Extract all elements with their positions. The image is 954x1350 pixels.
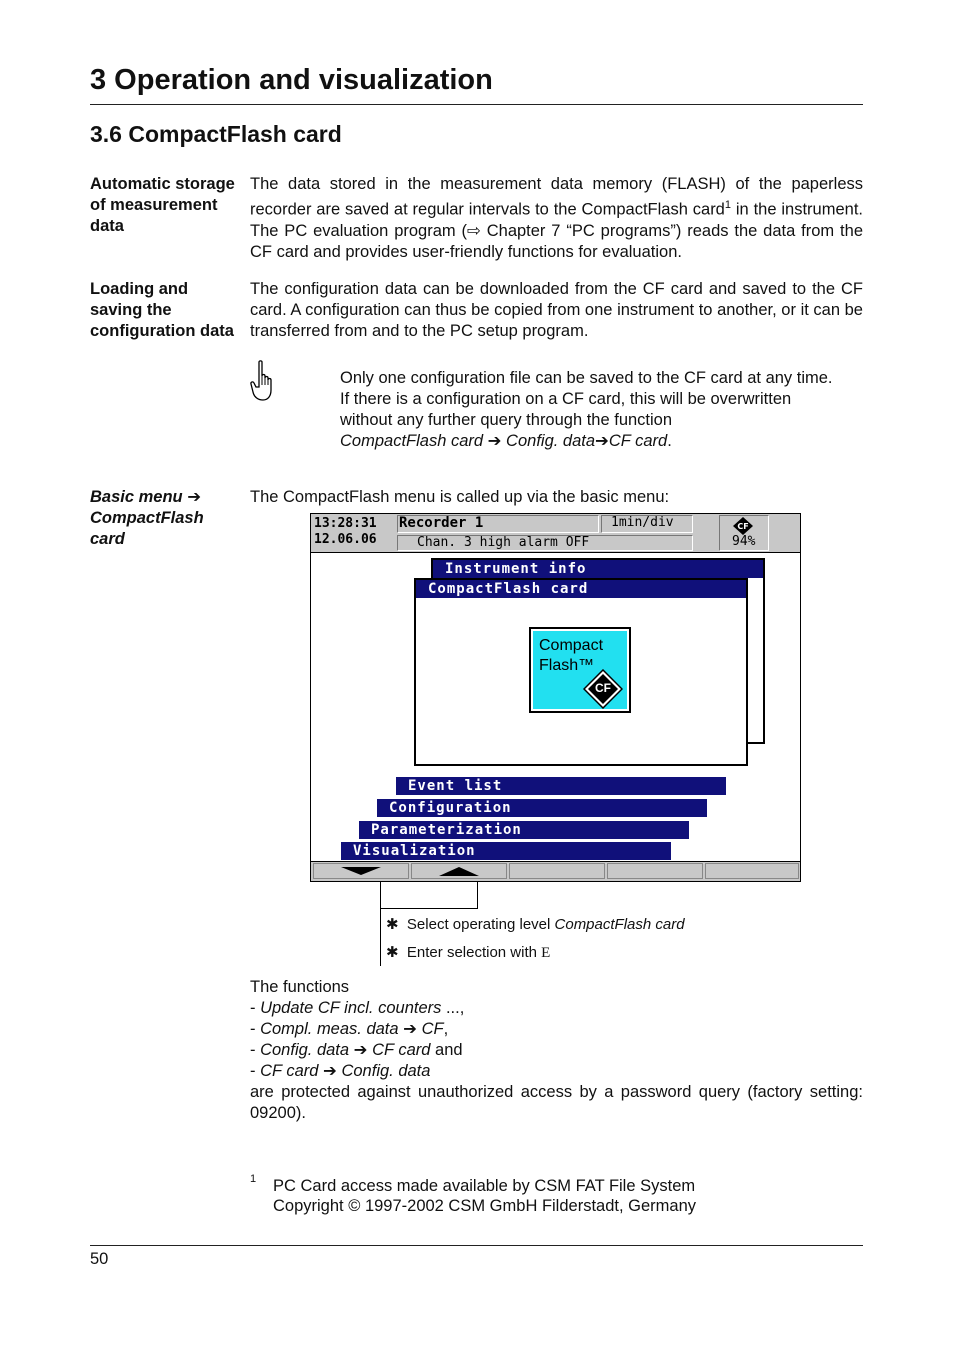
header-rule [90,104,863,105]
loading-label: Loading and saving the configuration data [90,280,234,340]
basic-menu-label-3: card [90,530,125,548]
recorder-name: Recorder 1 [399,515,484,531]
note-body: Only one configuration file can be saved to the CF card at any time. If there is a configuration on a CF card, this will be overwritten without any further query through the function [340,369,833,429]
step-enter [386,943,550,963]
function-name: Update CF incl. counters [260,999,442,1017]
arrow-up-icon [412,864,506,878]
pointing-hand-icon [250,360,274,402]
footnote-line1: PC Card access made available by CSM FAT File System [273,1177,696,1195]
arrow-down-icon [314,864,408,878]
softkey-4[interactable] [607,863,703,879]
function-tail: ..., [441,999,465,1017]
step-select [386,915,685,935]
step-bullet-2: ✱ [386,944,399,961]
softkey-3[interactable] [509,863,605,879]
auto-storage-text-b: in the instrument. The PC evaluation program (⇨ Chapter 7 “PC programs”) reads the data from the CF card and provides user-friendly functions for evaluation. [250,200,863,261]
functions-intro: The functions [250,978,350,996]
note-text [340,368,840,452]
basic-menu-intro: The CompactFlash menu is called up via the basic menu: [250,488,670,506]
menu-visualization[interactable]: Visualization [341,842,671,860]
function-name: CF card ➔ Config. data [260,1062,431,1080]
step2-prefix: Enter selection with [406,944,542,961]
function-dash: - [250,1020,261,1038]
note-end: . [667,432,672,450]
page-number: 50 [90,1250,109,1268]
screen-date: 12.06.06 [314,532,377,547]
screen-time: 13:28:31 [314,516,377,531]
function-item [250,1061,863,1082]
cf-logo-badge-text: CF [595,681,611,695]
basic-menu-label-1: Basic menu ➔ [90,488,202,506]
softkey-5[interactable] [705,863,799,879]
svg-text:CF: CF [737,522,749,531]
cf-logo-frame [529,627,631,713]
menu-configuration[interactable]: Configuration [377,799,707,817]
step1-italic: CompactFlash card [554,916,685,933]
callout-line-bottom [380,908,478,909]
callout-line-right [477,882,478,909]
device-screen [310,513,801,882]
menu-event-list[interactable]: Event list [396,777,726,795]
function-tail: , [443,1020,449,1038]
menu-parameterization[interactable]: Parameterization [359,821,689,839]
cf-percent: 94% [732,534,756,549]
footnote-text [273,1176,696,1216]
function-dash: - [250,1041,261,1059]
footnote-line2: Copyright © 1997-2002 CSM GmbH Filderstadt, Germany [273,1197,696,1215]
cf-logo-line2: Flash™ [539,657,595,674]
functions-block [250,977,863,1124]
screen-header [311,514,800,553]
function-item [250,998,863,1019]
alarm-status: Chan. 3 high alarm OFF [417,535,590,550]
basic-menu-label-2: CompactFlash [90,509,204,527]
note-path: CompactFlash card ➔ Config. data➔CF card [340,432,668,450]
function-dash: - [250,1062,261,1080]
auto-storage-text-a: The data stored in the measurement data memory (FLASH) of the paperless recorder are saved at regular intervals to the CompactFlash card [250,175,863,219]
menu-compactflash[interactable]: CompactFlash card [416,580,746,598]
function-tail: and [430,1041,463,1059]
loading-text: The configuration data can be downloaded from the CF card and saved to the CF card. A configuration can thus be copied from one instrument to another, or it can be transferred from and to the PC setup program. [250,280,863,340]
functions-outro: are protected against unauthorized access by a password query (factory setting: 09200). [250,1083,863,1122]
function-item [250,1019,863,1040]
footnote-mark: 1 [250,1173,257,1185]
footnote-ref: 1 [724,199,731,211]
softkey-up[interactable] [411,863,507,879]
interval-value: 1min/div [611,515,674,530]
function-name: Config. data ➔ CF card [260,1041,431,1059]
menu-instrument-info[interactable]: Instrument info [433,560,763,578]
cf-logo [533,631,627,709]
auto-storage-label: Automatic storage of measurement data [90,175,235,235]
cf-logo-line1: Compact [539,637,604,654]
function-dash: - [250,999,261,1017]
function-item [250,1040,863,1061]
function-name: Compl. meas. data ➔ CF [260,1020,444,1038]
cf-diamond-icon [732,516,754,536]
footer-rule [90,1245,863,1246]
callout-line-left [380,882,381,966]
basic-menu-label [90,487,240,550]
softkey-down[interactable] [313,863,409,879]
section-title: 3.6 CompactFlash card [90,121,342,147]
softkey-bar [311,861,800,881]
step-bullet-1: ✱ [386,916,399,933]
chapter-title: 3 Operation and visualization [90,64,493,96]
step1-prefix: Select operating level [406,916,555,933]
step2-key: E [541,945,551,961]
auto-storage-text [250,174,863,263]
